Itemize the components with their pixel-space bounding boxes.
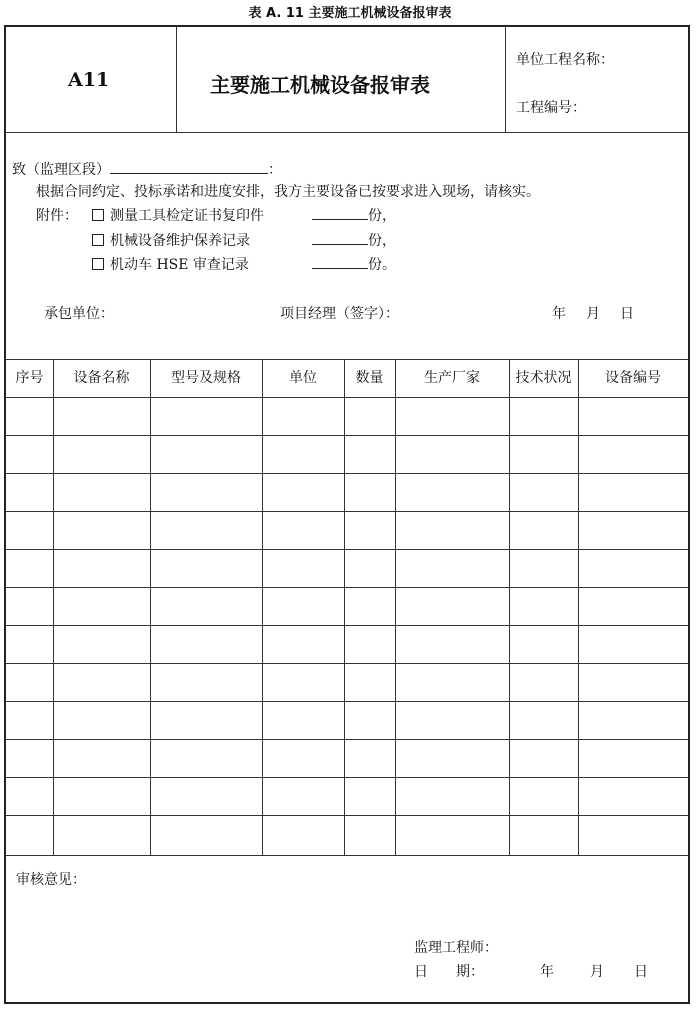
table-row[interactable] — [6, 701, 688, 702]
attachment-unit: 份， — [368, 233, 396, 249]
project-manager-label: 项目经理（签字）： — [280, 306, 399, 322]
to-line — [12, 159, 282, 179]
checkbox-icon[interactable] — [92, 234, 104, 246]
col-divider — [344, 359, 345, 856]
table-row[interactable] — [6, 663, 688, 664]
date-month: 月 — [586, 306, 600, 322]
attachments-label: 附件： — [36, 208, 78, 224]
form-code: A11 — [68, 69, 110, 91]
table-row[interactable] — [6, 587, 688, 588]
date-day: 日 — [620, 306, 634, 322]
checkbox-icon[interactable] — [92, 209, 104, 221]
attachment-unit: 份， — [368, 208, 396, 224]
col-header-model-spec: 型号及规格 — [171, 370, 241, 386]
col-divider — [395, 359, 396, 856]
equipment-table — [6, 359, 688, 856]
col-header-unit: 单位 — [289, 370, 317, 386]
table-row[interactable] — [6, 625, 688, 626]
table-header-line — [6, 397, 688, 398]
col-header-equipment-number: 设备编号 — [605, 370, 661, 386]
attachment-label: 测量工具检定证书复印件 — [110, 208, 264, 224]
to-label: 致（监理区段） — [12, 162, 110, 178]
col-header-index: 序号 — [15, 370, 44, 386]
col-divider — [150, 359, 151, 856]
col-header-technical-status: 技术状况 — [515, 370, 572, 386]
attachment-item-3 — [92, 254, 249, 274]
attachment-unit: 份。 — [368, 257, 396, 273]
table-row[interactable] — [6, 511, 688, 512]
date-year: 年 — [552, 306, 566, 322]
col-header-manufacturer: 生产厂家 — [424, 370, 480, 386]
review-date-month: 月 — [590, 964, 604, 980]
attachment-label: 机械设备维护保养记录 — [110, 233, 250, 249]
review-date-day: 日 — [634, 964, 648, 980]
attachment-count-field[interactable] — [312, 207, 368, 220]
attachment-count-2 — [312, 230, 396, 250]
attachment-count-1 — [312, 205, 396, 225]
attachment-count-3 — [312, 254, 396, 274]
review-opinion-label: 审核意见： — [16, 872, 86, 888]
table-bottom-line — [6, 855, 688, 856]
col-divider — [578, 359, 579, 856]
checkbox-icon[interactable] — [92, 258, 104, 270]
supervision-section-field[interactable] — [110, 161, 268, 174]
col-divider — [509, 359, 510, 856]
table-row[interactable] — [6, 473, 688, 474]
review-date-label: 日 期： — [414, 964, 484, 980]
equipment-report-form — [4, 25, 690, 1004]
attachment-label: 机动车 HSE 审查记录 — [110, 257, 249, 273]
table-row[interactable] — [6, 739, 688, 740]
col-divider — [53, 359, 54, 856]
contractor-label: 承包单位： — [44, 306, 114, 322]
project-number-label: 工程编号： — [516, 100, 586, 116]
attachment-item-1 — [92, 205, 264, 225]
attachment-count-field[interactable] — [312, 232, 368, 245]
attachment-count-field[interactable] — [312, 256, 368, 269]
col-header-quantity: 数量 — [355, 370, 384, 386]
form-caption: 表 A. 11 主要施工机械设备报审表 — [248, 6, 452, 21]
form-title: 主要施工机械设备报审表 — [210, 73, 430, 97]
table-row[interactable] — [6, 815, 688, 816]
table-row[interactable] — [6, 777, 688, 778]
to-colon: ： — [268, 162, 282, 178]
unit-project-name-label: 单位工程名称： — [516, 52, 614, 68]
table-row[interactable] — [6, 549, 688, 550]
header-bottom-line — [6, 132, 688, 133]
supervising-engineer-label: 监理工程师： — [414, 940, 498, 956]
header-divider-2 — [505, 27, 506, 132]
review-date-year: 年 — [540, 964, 554, 980]
col-header-equipment-name: 设备名称 — [73, 370, 130, 386]
attachment-item-2 — [92, 230, 250, 250]
header-divider-1 — [176, 27, 177, 132]
col-divider — [262, 359, 263, 856]
table-row[interactable] — [6, 435, 688, 436]
statement: 根据合同约定、投标承诺和进度安排，我方主要设备已按要求进入现场，请核实。 — [36, 184, 540, 200]
